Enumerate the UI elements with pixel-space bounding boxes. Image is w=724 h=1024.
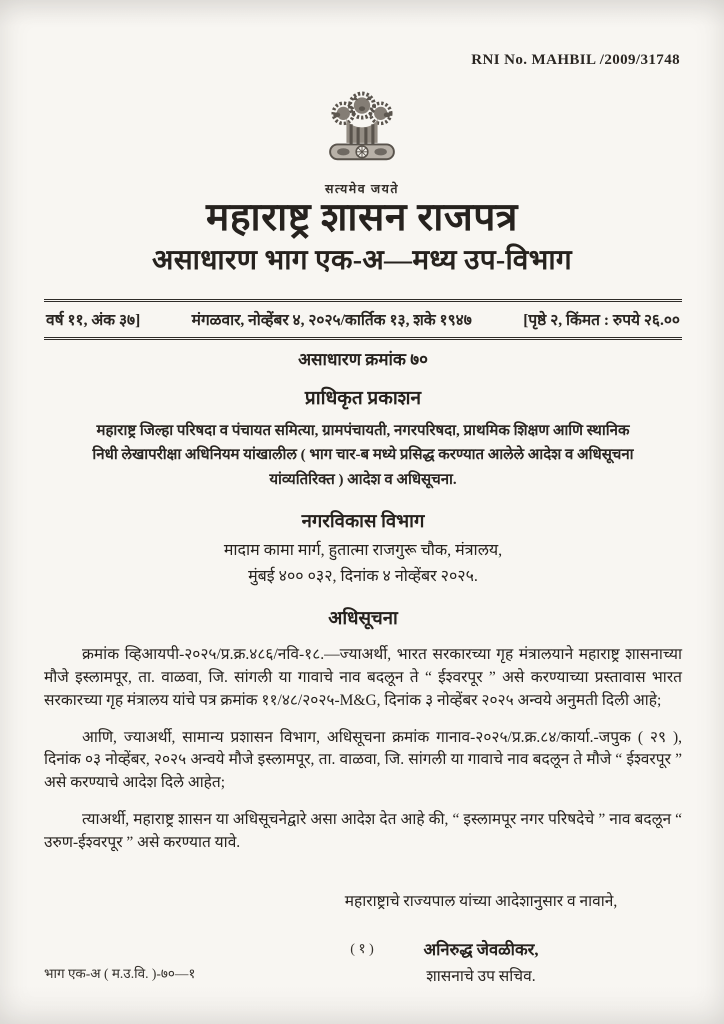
gazette-subtitle: असाधारण भाग एक-अ—मध्य उप-विभाग: [152, 244, 572, 276]
signatory-title: शासनाचे उप सचिव.: [426, 968, 536, 986]
lion-capital-emblem-icon: [315, 90, 409, 174]
publication-date: मंगळवार, नोव्हेंबर ४, २०२५/कार्तिक १३, शके १९४७: [191, 312, 472, 329]
gazette-content: [44, 344, 682, 986]
address-line-1: मादाम कामा मार्ग, हुतात्मा राजगुरू चौक, मंत्रालय,: [223, 541, 503, 559]
footer-reference-code: भाग एक-अ ( म.उ.वि. )-७०—१: [44, 966, 196, 981]
gazette-title: महाराष्ट्र शासन राजपत्र: [206, 196, 518, 239]
scope-paragraph: महाराष्ट्र जिल्हा परिषदा व पंचायत समित्या, ग्रामपंचायती, नगरपरिषदा, प्राथमिक शिक्षण आणि स्थानिक निधी लेखापरीक्षा अधिनियम यांखालील ( भाग चार-ब मध्ये प्रसिद्ध करण्यात आलेले आदेश व अधिसूचना यांव्यतिरिक्त ) आदेश व अधिसूचना.: [92, 423, 634, 488]
masthead: [0, 196, 724, 276]
volume-issue: वर्ष ११, अंक ३७]: [46, 312, 141, 329]
pages-price: [पृष्ठे २, किंमत : रुपये २६.००: [523, 312, 680, 329]
body-paragraph-1: क्रमांक व्हिआयपी-२०२५/प्र.क्र.४८६/नवि-१८.—ज्याअर्थी, भारत सरकारच्या गृह मंत्रालयाने महाराष्ट्र शासनाच्या मौजे इस्लामपूर, ता. वाळवा, जि. सांगली या गावाचे नाव बदलून ते “ ईश्वरपूर ” असे करण्याच्या प्रस्तावास भारत सरकारच्या गृह मंत्रालय यांचे पत्र क्रमांक ११/४८/२०२५-M&G, दिनांक ३ नोव्हेंबर २०२५ अन्वये अनुमती दिली आहे;: [44, 645, 682, 709]
extraordinary-number-heading: असाधारण क्रमांक ७०: [298, 350, 428, 369]
address-line-2: मुंबई ४०० ०३२, दिनांक ४ नोव्हेंबर २०२५.: [248, 567, 478, 585]
signature-byline: महाराष्ट्राचे राज्यपाल यांच्या आदेशानुसार व नावाने,: [344, 893, 618, 911]
emblem-motto: सत्यमेव जयते: [324, 182, 400, 196]
body-paragraph-2: आणि, ज्याअर्थी, सामान्य प्रशासन विभाग, अधिसूचना क्रमांक गानाव-२०२५/प्र.क्र.८४/कार्या.-जपुक ( २९ ), दिनांक ०३ नोव्हेंबर, २०२५ अन्वये मौजे इस्लामपूर, ता. वाळवा, जि. सांगली या गावाचे नाव बदलून ते मौजे “ ईश्वरपूर ” असे करण्याचे आदेश दिले आहेत;: [44, 728, 682, 792]
body-paragraph-3: त्याअर्थी, महाराष्ट्र शासन या अधिसूचनेद्वारे असा आदेश देत आहे की, “ इस्लामपूर नगर परिषदेचे ” नाव बदलून “ उरुण-ईश्वरपूर ” असे करण्यात यावे.: [44, 811, 682, 852]
department-name: नगरविकास विभाग: [301, 511, 425, 532]
dateline-band: [44, 299, 682, 340]
rni-registration-number: RNI No. MAHBIL /2009/31748: [471, 52, 680, 68]
page-number: ( १ ): [350, 942, 374, 957]
emblem-block: [0, 90, 724, 197]
authorised-publication-heading: प्राधिकृत प्रकाशन: [304, 388, 422, 409]
signatory-name: अनिरुद्ध जेवळीकर,: [423, 940, 539, 960]
department-address: [44, 538, 682, 590]
notification-heading: अधिसूचना: [328, 608, 398, 629]
signature-block: [336, 889, 626, 986]
